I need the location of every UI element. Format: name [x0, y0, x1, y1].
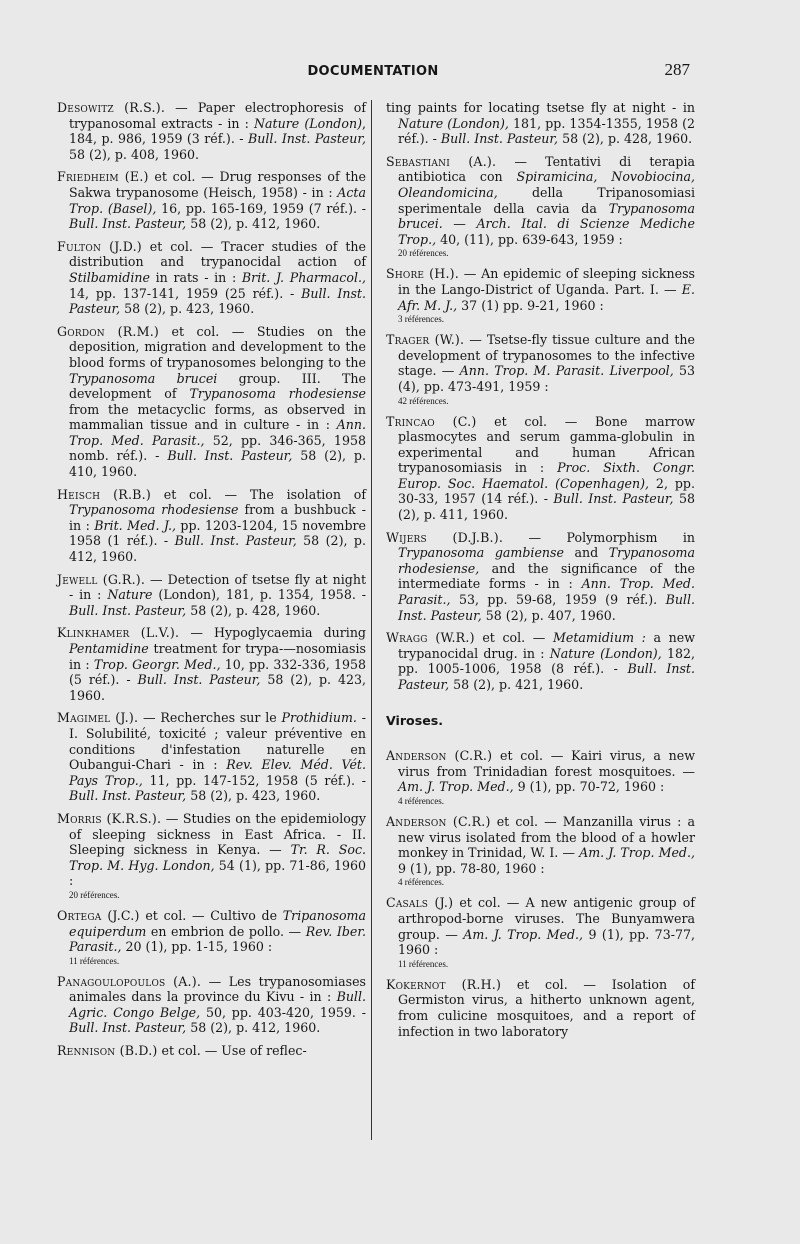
entry-author: Sebastiani (A.). [386, 153, 497, 169]
bibliography-entry [57, 572, 366, 619]
bibliography-entry [386, 814, 695, 876]
entry-journal: Nature (London) [254, 115, 362, 131]
bibliography-entry [57, 169, 366, 231]
entry-author: Anderson (C.R.) [386, 813, 491, 829]
entry-author: Trincao (C.) [386, 413, 477, 429]
entry-text: 9 (1), pp. 78-80, 1960 : [398, 860, 545, 876]
entry-journal: Bull. Inst. Pasteur, [69, 788, 187, 804]
entry-author: Morris (K.R.S.). [57, 810, 162, 826]
entry-author: Wijers (D.J.B.). [386, 529, 504, 545]
entry-journal: Ann. Trop. Med. Parasit., [69, 417, 366, 448]
entry-journal: Arch. Ital. di Scienze Mediche Trop., [398, 216, 695, 247]
entry-text: 58 (2), p. 412, 1960. [69, 533, 366, 565]
entry-journal: Trypanosoma rhodesiense, [398, 545, 695, 576]
entry-text: 10, pp. 332-336, 1958 (5 réf.). - [69, 656, 366, 688]
entry-journal: Bull. Inst. Pasteur, [69, 285, 366, 317]
entry-text: — Hypoglycaemia during [179, 625, 366, 641]
entry-journal: Metamidium : [552, 630, 646, 646]
entry-text: in rats - in : [149, 269, 242, 285]
entry-references-count: 4 références. [398, 795, 444, 806]
entry-text: 53, pp. 59-68, 1959 (9 réf.). [450, 592, 666, 608]
entry-text: 58 (2), p. 412, 1960. [186, 216, 321, 232]
entry-text: et col. — A new antigenic group of arthropod-borne viruses. The Bunyamwera group. — [398, 895, 696, 942]
entry-text: pp. 1203-1204, 15 novembre 1958 (1 réf.). - [69, 517, 366, 549]
entry-journal: Nature [107, 587, 153, 603]
entry-text: 16, pp. 165-169, 1959 (7 réf.). - [156, 200, 366, 216]
entry-journal: Am. J. Trop. Med., [398, 779, 514, 795]
entry-text: 53 (4), pp. 473-491, 1959 : [398, 363, 695, 394]
entry-text: et col. — Use of reflec- [157, 1043, 307, 1059]
entry-text: 20 (1), pp. 1-15, 1960 : [121, 939, 273, 955]
entry-text: et col. — Bone marrow plasmocytes and serum gamma-globulin in experimental and human African trypanosomiasis in : [398, 413, 695, 476]
bibliography-entry [386, 266, 695, 313]
entry-text: — Recherches sur le [138, 710, 282, 726]
entry-text: group. III. The development of [69, 370, 366, 402]
entry-text: et col. — Manzanilla virus : a new virus isolated from the blood of a howler monkey in Trinidad, W. I. — [398, 813, 695, 861]
bibliography-entry [386, 977, 695, 1039]
entry-journal: Brit. J. Pharmacol., [241, 269, 366, 285]
entry-text: — Detection of tsetse fly at night - in : [69, 571, 367, 603]
entry-author: Heisch (R.B.) [57, 486, 151, 502]
entry-text: 37 (1) pp. 9-21, 1960 : [457, 297, 604, 313]
entry-text: 58 (2), p. 421, 1960. [449, 677, 584, 692]
entry-text: — Tsetse-fly tissue culture and the development of trypanosomes to the infective stage. — [398, 332, 695, 379]
entry-text: 58 (2), p. 423, 1960. [69, 672, 366, 703]
entry-references-count: 20 références. [398, 248, 449, 259]
entry-text: et col. — Kairi virus, a new virus from Trinidadian forest mosquitoes. — [398, 748, 695, 779]
entry-journal: Am. J. Trop. Med., [463, 926, 584, 942]
entry-text: — Tentativi di terapia antibiotica con [398, 153, 695, 185]
entry-text: 40, (11), pp. 639-643, 1959 : [436, 231, 623, 247]
entry-text: et col. — [474, 630, 553, 646]
entry-journal: Bull. Inst. Pasteur, [440, 131, 559, 147]
entry-journal: Bull. Agric. Congo Belge, [69, 989, 366, 1020]
bibliography-entry [57, 710, 366, 804]
entry-author: Rennison (B.D.) [57, 1043, 158, 1059]
entry-author: Shore (H.). [386, 266, 459, 282]
bibliography-entry [386, 895, 695, 957]
entry-references-count: 11 références. [69, 955, 120, 966]
entry-journal: Bull. Inst. Pasteur, [174, 533, 297, 549]
entry-journal: Stilbamidine [69, 269, 150, 285]
entry-journal: Bull. Inst. Pasteur, [398, 661, 695, 692]
bibliography-entry [386, 748, 695, 795]
entry-text: — Studies on the epidemiology of sleeping sickness in East Africa. - II. Sleeping sickness in Kenya. — [69, 810, 366, 858]
entry-text: - I. Solubilité, toxicité ; valeur préventive en conditions d'infestation naturelle en Oubangui-Chari - in : [69, 710, 366, 773]
entry-journal: Trypanosoma brucei [69, 370, 218, 386]
bibliography-entry [57, 239, 366, 317]
running-title: DOCUMENTATION [307, 64, 439, 79]
entry-journal: Bull. Inst. Pasteur, [553, 491, 674, 507]
entry-text: 58 (2), p. 423, 1960. [186, 788, 321, 804]
column-divider [371, 100, 372, 1140]
entry-text: (London), 181, p. 1354, 1958. - [152, 587, 366, 603]
page-number: 287 [664, 60, 690, 79]
entry-journal: Ann. Trop. M. Parasit. Liverpool, [459, 363, 674, 379]
entry-journal: Acta Trop. (Basel), [69, 184, 366, 216]
bibliography-entry [57, 908, 366, 955]
entry-journal: Bull. Inst. Pasteur, [69, 602, 187, 618]
entry-text: 58 (2), p. 407, 1960. [481, 607, 616, 623]
entry-author: Gordon (R.M.) [57, 323, 160, 339]
entry-text: 2, pp. 30-33, 1957 (14 réf.). - [398, 475, 695, 507]
entry-journal: Bull. Inst. Pasteur, [69, 1020, 187, 1036]
entry-text: ting paints for locating tsetse fly at night - in [386, 100, 695, 115]
entry-journal: Tripanosoma equiperdum [69, 907, 366, 939]
entry-author: Wragg (W.R.) [386, 630, 475, 646]
page-header [56, 60, 690, 82]
entry-journal: Am. J. Trop. Med., [579, 845, 696, 861]
entry-text: treatment for trypa-—nosomiasis in : [69, 641, 366, 672]
bibliography-entry [57, 1043, 366, 1059]
entry-text: 54 (1), pp. 71-86, 1960 : [69, 857, 366, 889]
entry-text: 58 (2), p. 428, 1960. [186, 602, 321, 618]
entry-journal: Bull. Inst. Pasteur, [69, 216, 187, 232]
bibliography-entry [57, 100, 366, 162]
entry-text: — [442, 216, 477, 232]
entry-journal: Prothidium. [281, 710, 357, 726]
bibliography-entry [386, 100, 695, 147]
entry-author: Jewell (G.R.). [57, 571, 146, 587]
bibliography-entry [57, 974, 366, 1036]
entry-journal: Trypanosoma gambiense [398, 545, 564, 561]
entry-text: — Paper electrophoresis of trypanosomal extracts - in : [69, 100, 366, 131]
bibliography-entry [386, 530, 695, 624]
entry-journal: Bull. Inst. Pasteur, [167, 448, 293, 464]
entry-text: 182, pp. 1005-1006, 1958 (8 réf.). - [398, 645, 695, 677]
entry-text: 50, pp. 403-420, 1959. - [200, 1004, 366, 1020]
entry-text: 52, pp. 346-365, 1958 nomb. réf.). - [69, 432, 366, 464]
right-column [386, 100, 695, 1046]
entry-text: et col. — Cultivo de [139, 907, 283, 923]
bibliography-entry [57, 625, 366, 703]
bibliography-entry [386, 154, 695, 248]
section-heading: Viroses. [386, 712, 444, 728]
entry-author: Friedheim (E.) [57, 169, 149, 185]
entry-text: 58 (2), p. 410, 1960. [69, 448, 367, 480]
entry-references-count: 20 références. [69, 889, 120, 900]
entry-text: et col. — Studies on the deposition, migration and development to the blood forms of trypanosomes belonging to the [69, 323, 366, 370]
entry-journal: Nature (London), [398, 115, 509, 131]
bibliography-entry [57, 487, 366, 565]
bibliography-entry [386, 630, 695, 692]
entry-references-count: 4 références. [398, 877, 444, 888]
entry-text: 9 (1), pp. 70-72, 1960 : [513, 779, 665, 795]
entry-journal: Pentamidine [69, 641, 149, 656]
entry-text: et col. — The isolation of [150, 486, 367, 502]
entry-text: et col. — Isolation of Germiston virus, a hitherto unknown agent, from culicine mosquitoes, and a report of infection in two laboratory [398, 976, 695, 1039]
bibliography-entry [386, 414, 695, 523]
entry-references-count: 42 références. [398, 395, 449, 406]
bibliography-entry [386, 332, 695, 394]
entry-text: 58 (2), p. 428, 1960. [558, 131, 693, 147]
entry-journal: Bull. Inst. Pasteur, [247, 131, 366, 147]
entry-author: Fulton (J.D.) [57, 238, 142, 254]
entry-references-count: 3 références. [398, 314, 444, 325]
entry-journal: Bull. Inst. Pasteur, [137, 672, 261, 688]
entry-journal: Proc. Sixth. Congr. Europ. Soc. Haematol. (Copenhagen), [398, 460, 696, 491]
entry-journal: Trop. Georgr. Med., [93, 656, 221, 672]
entry-text: della Tripanosomiasi sperimentale della cavia da [398, 184, 695, 216]
entry-journal: Rev. Iber. Parasit., [69, 923, 367, 955]
entry-journal: E. Afr. M. J., [398, 281, 695, 313]
entry-text: — An epidemic of sleeping sickness in the Lango-District of Uganda. Part. I. — [398, 266, 695, 297]
entry-journal: Ann. Trop. Med. Parasit., [398, 576, 695, 608]
left-column [57, 100, 366, 1066]
entry-text: from the metacyclic forms, as observed in mammalian tissue and in culture - in : [69, 401, 366, 433]
entry-journal: Trypanosoma rhodesiense [189, 386, 366, 402]
entry-journal: Trypanosoma brucei. [398, 200, 695, 232]
entry-journal: Nature (London), [549, 645, 662, 661]
entry-text: 58 (2), p. 411, 1960. [398, 491, 695, 523]
entry-text: et col. — Drug responses of the Sakwa trypanosome (Heisch, 1958) - in : [69, 169, 366, 200]
entry-text: en embrion de pollo. — [146, 923, 306, 939]
entry-text: — Polymorphism in [503, 529, 695, 545]
entry-text: — Les trypanosomiases animales dans la province du Kivu - in : [69, 973, 367, 1005]
right-entries-top [386, 100, 695, 693]
entry-author: Trager (W.). [386, 332, 465, 348]
entry-journal: Trypanosoma rhodesiense [69, 502, 239, 518]
bibliography-entry [57, 811, 366, 889]
bibliography-entry [57, 324, 366, 480]
entry-text: et col. — Tracer studies of the distribution and trypanocidal action of [69, 238, 366, 270]
entry-text: 58 (2), p. 408, 1960. [69, 146, 200, 162]
entry-text: 181, pp. 1354-1355, 1958 (2 réf.). - [398, 115, 695, 147]
right-entries-bottom [386, 748, 695, 1039]
entry-references-count: 11 références. [398, 958, 449, 969]
entry-text: 14, pp. 137-141, 1959 (25 réf.). - [69, 285, 302, 301]
entry-author: Klinkhamer (L.V.). [57, 625, 180, 641]
entry-author: Anderson (C.R.) [386, 748, 493, 764]
entry-author: Casals (J.) [386, 895, 454, 911]
entry-text: 58 (2), p. 423, 1960. [120, 301, 255, 317]
entry-author: Magimel (J.). [57, 710, 139, 726]
entry-journal: Bull. Inst. Pasteur, [398, 592, 695, 623]
entry-text: from a bushbuck - in : [69, 502, 366, 533]
entry-author: Ortega (J.C.) [57, 907, 140, 923]
entry-author: Desowitz (R.S.). [57, 100, 166, 115]
entry-text: a new trypanocidal drug. in : [398, 630, 695, 661]
entry-text: 9 (1), pp. 73-77, 1960 : [398, 926, 695, 958]
entry-author: Kokernot (R.H.) [386, 976, 502, 992]
entry-journal: Tr. R. Soc. Trop. M. Hyg. London, [69, 842, 367, 873]
entry-text: 58 (2), p. 412, 1960. [186, 1020, 321, 1036]
entry-text: and the significance of the intermediate forms - in : [398, 560, 695, 592]
entry-journal: Spiramicina, Novobiocina, Oleandomicina, [398, 169, 695, 200]
entry-journal: Brit. Med. J., [94, 517, 176, 533]
entry-author: Panagoulopoulos (A.). [57, 973, 202, 989]
entry-text: 11, pp. 147-152, 1958 (5 réf.). - [142, 772, 366, 788]
entry-text: and [563, 545, 609, 561]
entry-journal: Rev. Elev. Méd. Vét. Pays Trop., [69, 757, 366, 788]
entry-text: , 184, p. 986, 1959 (3 réf.). - [69, 115, 366, 147]
